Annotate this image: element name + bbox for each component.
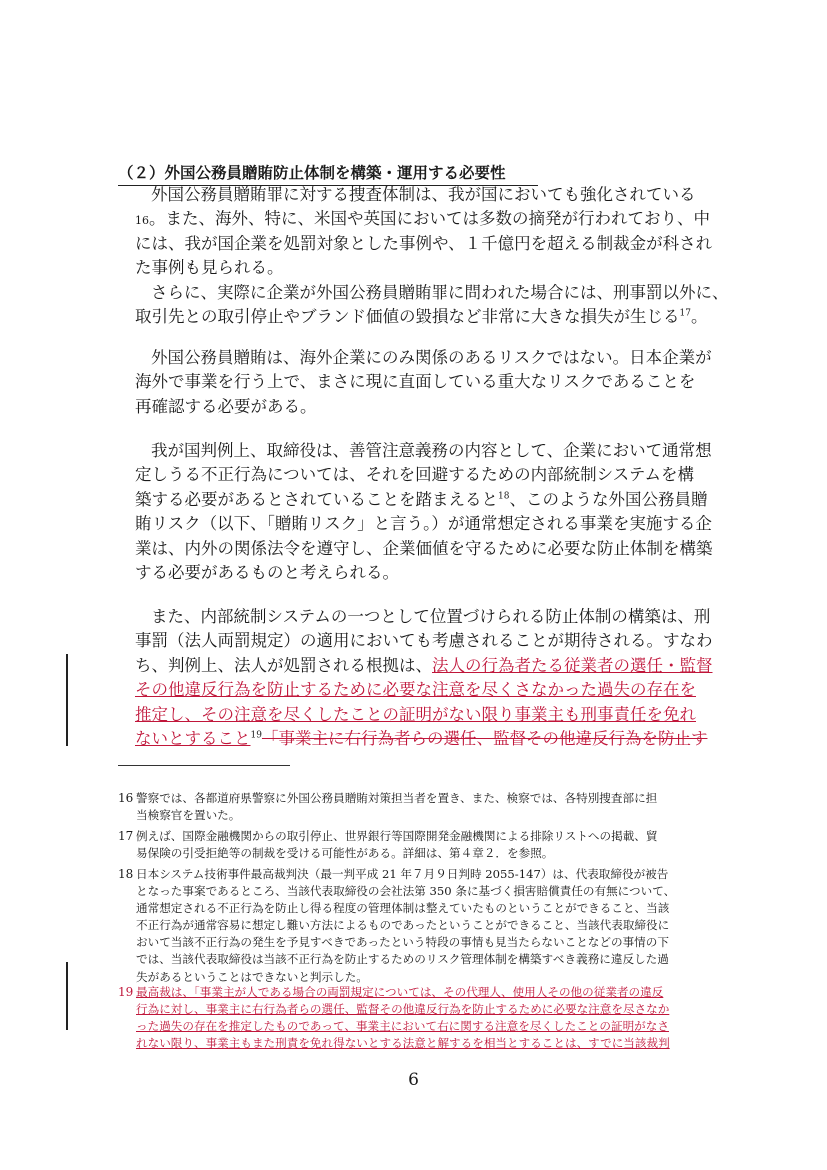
inserted-text: 推定し、その注意を尽くしたことの証明がない限り事業主も刑事責任を免れ (135, 704, 696, 724)
text-line: 、このような外国公務員贈 (509, 489, 708, 509)
text-line: 我が国判例上、取締役は、善管注意義務の内容として、企業において通常想 (151, 441, 712, 460)
footnote-number: 19 (118, 985, 134, 999)
text-line: 賄リスク（以下、「贈賄リスク」と言う。）が通常想定される事業を実施する企 (135, 514, 712, 534)
footnote-line: 行為に対し、事業主に右行為者らの選任、監督その他違反行為を防止するために必要な注意を尽さなか (136, 1002, 670, 1017)
section-heading: （２）外国公務員贈賄防止体制を構築・運用する必要性 (118, 161, 538, 186)
footnote-line: 易保険の引受拒絶等の制裁を受ける可能性がある。詳細は、第４章２．を参照。 (136, 846, 554, 861)
paragraph-3 (135, 346, 713, 419)
text-line: 事罰（法人両罰規定）の適用においても考慮されることが期待される。すなわ (135, 631, 713, 651)
revision-change-bar (66, 654, 68, 746)
footnote-line: 失があるということはできないと判示した。 (136, 969, 368, 984)
footnote-number: 16 (118, 791, 134, 805)
footnote-line: 最高裁は、「事業主が人である場合の両罰規定については、その代理人、使用人その他の従業者の違反 (136, 985, 664, 999)
footnote-18 (118, 866, 713, 986)
text-line: さらに、実際に企業が外国公務員贈賄罪に問われた場合には、刑事罰以外に、 (151, 283, 729, 302)
footnote-line: 警察では、各都道府県警察に外国公務員贈賄対策担当者を置き、また、検察では、各特別捜査部に担 (136, 791, 658, 805)
footnote-number: 18 (118, 867, 134, 881)
revision-change-bar (66, 962, 68, 1030)
footnote-ref[interactable]: 17 (679, 308, 691, 319)
footnote-ref[interactable]: 18 (498, 491, 510, 502)
text-line: ち、判例上、法人が処罰される根拠は、 (135, 655, 432, 675)
footnote-ref[interactable]: 16 (135, 214, 149, 228)
footnote-line: 例えば、国際金融機関からの取引停止、世界銀行等国際開発金融機関による排除リストへの掲載、貿 (136, 829, 658, 843)
inserted-text: 法人の行為者たる従業者の選任・監督 (432, 655, 713, 675)
text-line: 。 (690, 307, 708, 327)
text-line: 取引先との取引停止やブランド価値の毀損など非常に大きな損失が生じる (135, 307, 680, 327)
inserted-text: ないとすること (135, 729, 251, 749)
footnote-number: 17 (118, 829, 134, 843)
deleted-text: 「事業主に右行為者らの選任、監督その他違反行為を防止す (261, 729, 708, 749)
footnote-line: 日本システム技術事件最高裁判決（最一判平成 21 年７月９日判時 2055-147）は、代表取締役が被告 (136, 867, 669, 881)
footnote-line: おいて当該不正行為の発生を予見すべきであったという特段の事情も見当たらないことなどの事情の下 (136, 935, 669, 950)
page-number: 6 (408, 1070, 419, 1090)
footnote-line: では、当該代表取締役は当該不正行為を防止するためのリスク管理体制を構築すべき義務に違反した過 (136, 952, 669, 967)
footnote-17 (118, 828, 713, 862)
text-line: 海外で事業を行う上で、まさに現に直面している重大なリスクであることを (135, 372, 696, 392)
text-line: 外国公務員贈賄罪に対する捜査体制は、我が国においても強化されている (151, 185, 696, 204)
text-line: 定しうる不正行為については、それを回避するための内部統制システムを構 (135, 465, 695, 485)
paragraph-2 (135, 281, 729, 330)
footnote-19 (118, 984, 713, 1052)
footnote-separator (118, 765, 290, 766)
text-line: には、我が国企業を処罰対象とした事例や、１千億円を超える制裁金が科され (135, 233, 713, 253)
footnote-16 (118, 790, 713, 824)
text-line: 外国公務員贈賄は、海外企業にのみ関係のあるリスクではない。日本企業が (151, 348, 712, 367)
footnote-line: った過失の存在を推定したものであって、事業主において右に関する注意を尽くしたことの証明がなさ (136, 1019, 669, 1034)
paragraph-4 (135, 439, 713, 585)
footnote-line: となった事案であるところ、当該代表取締役の会社法第 350 条に基づく損害賠償責任の有無について、 (136, 884, 676, 899)
text-line: 。また、海外、特に、米国や英国においては多数の摘発が行われており、中 (149, 209, 710, 229)
text-line: た事例も見られる。 (135, 258, 284, 278)
inserted-text: その他違反行為を防止するために必要な注意を尽くさなかった過失の存在を (135, 680, 696, 700)
footnote-line: 不正行為が通常容易に想定し難い方法によるものであったということができること、当該代表取締役に (136, 918, 670, 933)
paragraph-1 (135, 183, 713, 281)
text-line: 再確認する必要がある。 (135, 396, 317, 416)
footnote-ref[interactable]: 19 (250, 730, 262, 741)
footnote-line: 通常想定される不正行為を防止し得る程度の管理体制は整えていたものということができること、当該 (136, 901, 670, 916)
footnote-line: れない限り、事業主もまた刑責を免れ得ないとする法意と解するを相当とすることは、すでに当該裁判 (136, 1036, 670, 1051)
footnote-line: 当検察官を置いた。 (136, 808, 241, 823)
text-line: 業は、内外の関係法令を遵守し、企業価値を守るために必要な防止体制を構築 (135, 538, 713, 558)
paragraph-5 (135, 605, 713, 751)
text-line: 築する必要があるとされていることを踏まえると (135, 489, 498, 509)
text-line: また、内部統制システムの一つとして位置づけられる防止体制の構築は、刑 (151, 607, 711, 626)
text-line: する必要があるものと考えられる。 (135, 563, 399, 583)
